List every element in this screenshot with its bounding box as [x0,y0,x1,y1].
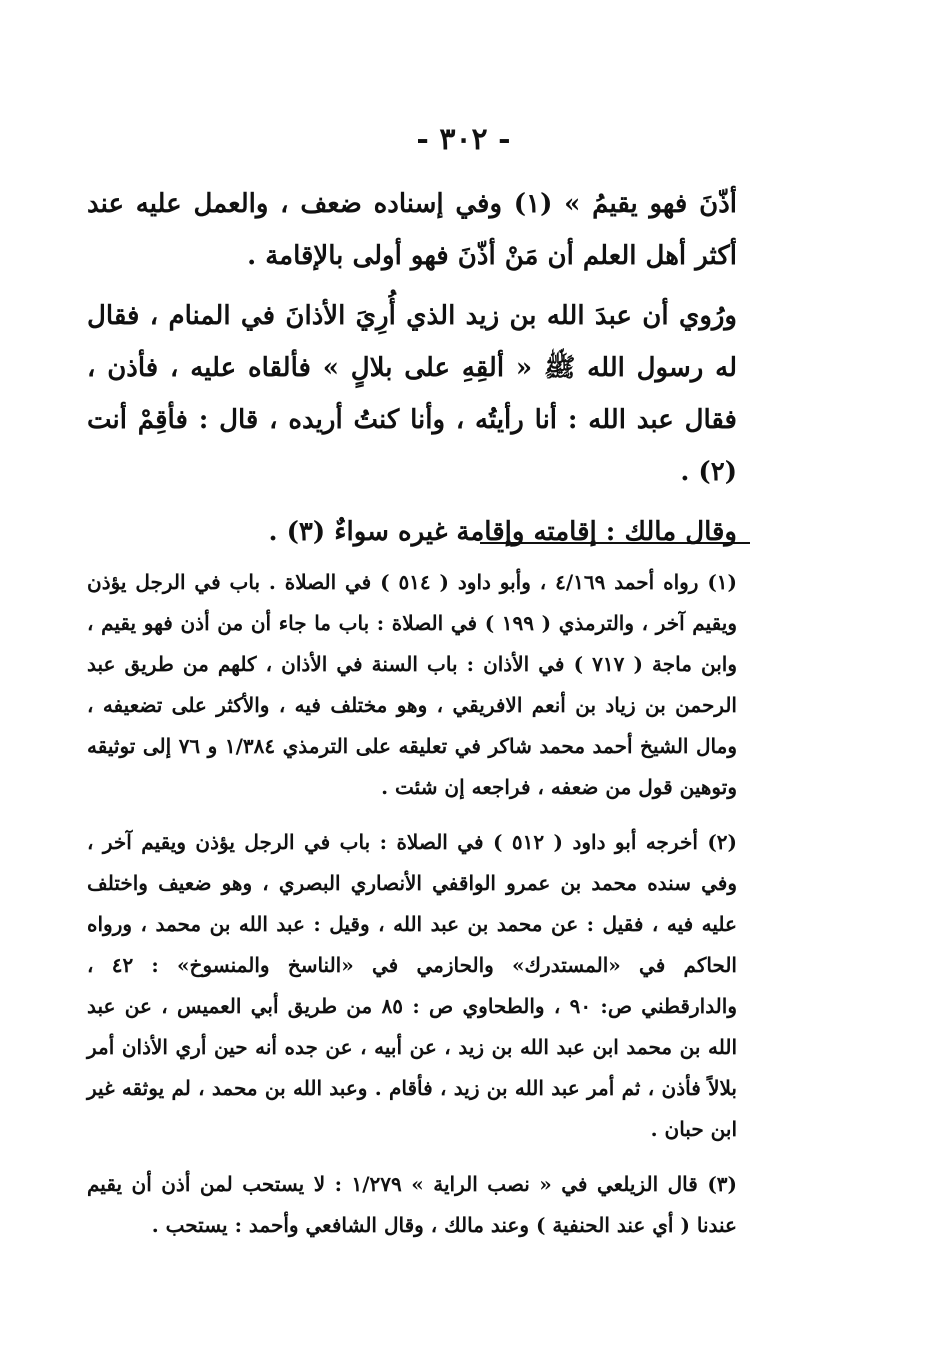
footnote-separator [480,542,750,544]
page-number: - ٣٠٢ - [416,122,511,157]
footnotes [87,562,737,1260]
footnote-3: (٣) قال الزيلعي في « نصب الراية » ١/٢٧٩ : لا يستحب لمن أذن أن يقيم عندنا ( أي عند الحنفية ) وعند مالك ، وقال الشافعي وأحمد : يستحب . [87,1172,738,1237]
paragraph-1: أذّنَ فهو يقيمُ » (١) وفي إسناده ضعف ، والعمل عليه عند أكثر أهل العلم أن مَنْ أذّنَ فهو أولى بالإقامة . [87,189,737,271]
main-text [87,178,737,566]
footnote-1: (١) رواه أحمد ٤/١٦٩ ، وأبو داود ( ٥١٤ ) في الصلاة . باب في الرجل يؤذن ويقيم آخر ، والترمذي ( ١٩٩ ) في الصلاة : باب ما جاء أن من أذن فهو يقيم ، وابن ماجة ( ٧١٧ ) في الأذان : باب السنة في الأذان ، كلهم من طريق عبد الرحمن بن زياد بن أنعم الافريقي ، وهو مختلف فيه ، والأكثر على تضعيفه ، ومال الشيخ أحمد محمد شاكر في تعليقه على الترمذي ١/٣٨٤ و ٧٦ إلى توثيقه وتوهين قول من ضعفه ، فراجعه إن شئت . [87,570,738,799]
footnote-2: (٢) أخرجه أبو داود ( ٥١٢ ) في الصلاة : باب في الرجل يؤذن ويقيم آخر ، وفي سنده محمد بن عمرو الواقفي الأنصاري البصري ، وهو ضعيف واختلف عليه فيه ، فقيل : عن محمد بن عبد الله ، وقيل : عبد الله بن محمد ، ورواه الحاكم في «المستدرك» والحازمي في «الناسخ والمنسوخ» : ٤٢ ، والدارقطني ص: ٩٠ ، والطحاوي ص : ٨٥ من طريق أبي العميس ، عن عبد الله بن محمد ابن عبد الله بن زيد ، عن أبيه ، عن جده أنه حين أري الأذان أمر بلالاً فأذن ، ثم أمر عبد الله بن زيد ، فأقام . وعبد الله بن محمد ، لم يوثقه غير ابن حبان . [87,830,737,1141]
paragraph-3: وقال مالك : إقامته وإقامة غيره سواءٌ (٣) . [268,517,737,547]
paragraph-2: ورُوي أن عبدَ الله بن زيد الذي أُرِيَ الأذانَ في المنام ، فقال له رسول الله ﷺ « ألقِهِ على بلالٍ » فألقاه عليه ، فأذن ، فقال عبد الله : أنا رأيتُه ، وأنا كنتُ أريده ، قال : فأقِمْ أنت (٢) . [87,301,737,487]
